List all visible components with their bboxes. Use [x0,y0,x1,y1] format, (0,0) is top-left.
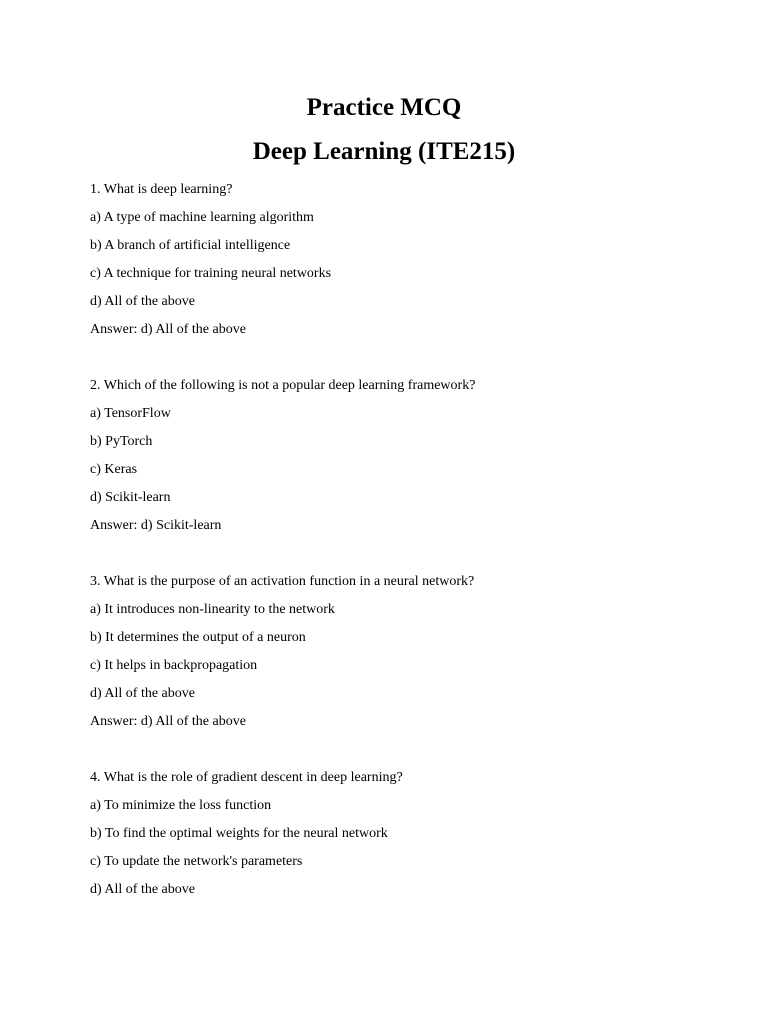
question-list [90,176,730,932]
option-c: c) Keras [90,462,138,477]
question-block-4 [90,764,730,904]
option-b: b) PyTorch [90,434,153,449]
question-block-3 [90,568,730,736]
option-b: b) A branch of artificial intelligence [90,238,291,253]
option-c: c) It helps in backpropagation [90,658,258,673]
option-b: b) To find the optimal weights for the neural network [90,826,388,841]
question-text: 3. What is the purpose of an activation function in a neural network? [90,574,475,589]
answer-text: Answer: d) All of the above [90,322,246,337]
option-c: c) To update the network's parameters [90,854,303,869]
option-d: d) Scikit-learn [90,490,171,505]
option-a: a) It introduces non-linearity to the network [90,602,335,617]
option-b: b) It determines the output of a neuron [90,630,306,645]
answer-text: Answer: d) All of the above [90,714,246,729]
option-a: a) To minimize the loss function [90,798,272,813]
option-c: c) A technique for training neural networks [90,266,332,281]
question-text: 4. What is the role of gradient descent in deep learning? [90,770,403,785]
page-subtitle: Deep Learning (ITE215) [252,138,516,165]
question-block-1 [90,176,730,344]
option-a: a) TensorFlow [90,406,171,421]
option-d: d) All of the above [90,686,195,701]
question-text: 2. Which of the following is not a popular deep learning framework? [90,378,476,393]
question-text: 1. What is deep learning? [90,182,233,197]
option-d: d) All of the above [90,882,195,897]
answer-text: Answer: d) Scikit-learn [90,518,222,533]
option-a: a) A type of machine learning algorithm [90,210,314,225]
question-block-2 [90,372,730,540]
page-title: Practice MCQ [306,94,462,121]
option-d: d) All of the above [90,294,195,309]
